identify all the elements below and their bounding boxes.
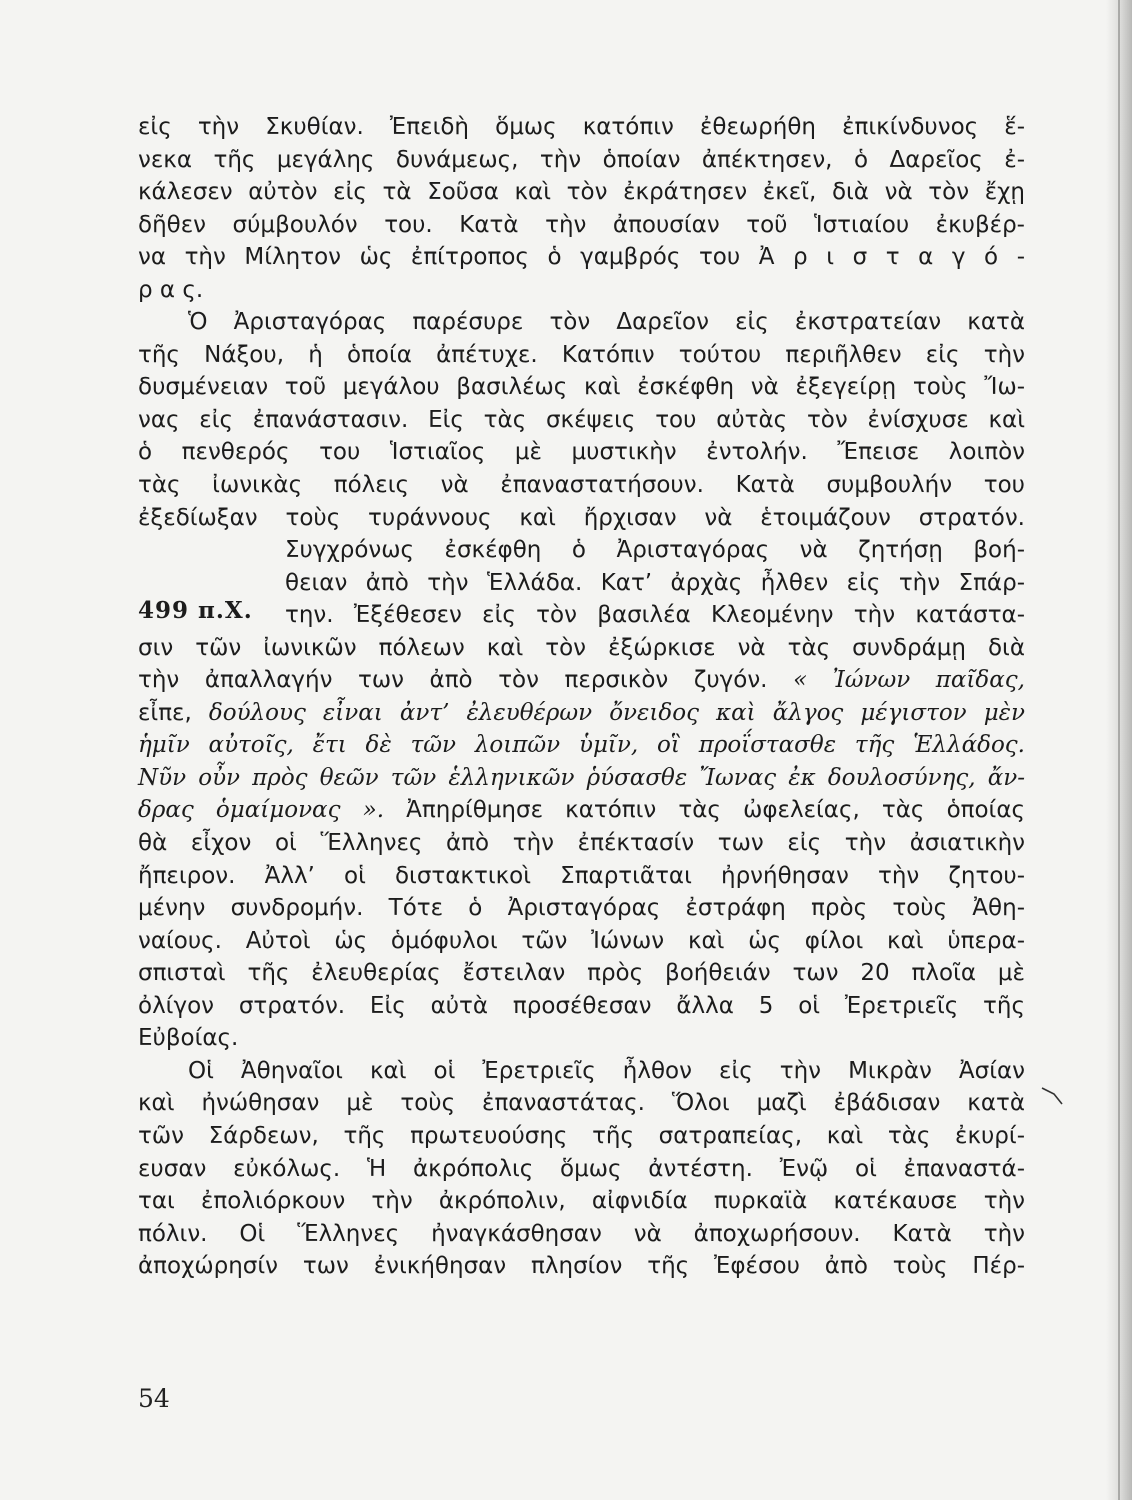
text-line: Εὐβοίας. xyxy=(138,1025,239,1052)
quote-segment: δούλους εἶναι ἀντ’ ἐλευθέρων ὄνειδος καὶ ἄλγος μέγιστον μὲν xyxy=(208,699,1025,726)
text-line: σιν τῶν ἰωνικῶν πόλεων καὶ τὸν ἐξώρκισε νὰ τὰς συνδράμῃ διὰ xyxy=(138,634,1025,661)
pencil-mark-icon xyxy=(1040,1082,1066,1108)
text-line: ναίους. Αὐτοὶ ὡς ὁμόφυλοι τῶν Ἰώνων καὶ ὡς φίλοι καὶ ὑπερα- xyxy=(138,927,1025,954)
text-line: Οἱ Ἀθηναῖοι καὶ οἱ Ἐρετριεῖς ἦλθον εἰς τὴν Μικρὰν Ἀσίαν xyxy=(188,1057,1025,1084)
quote-line: ἡμῖν αὐτοῖς, ἔτι δὲ τῶν λοιπῶν ὑμῖν, οἳ προΐστασθε τῆς Ἑλλάδος. xyxy=(138,732,1025,759)
margin-date-note: 499 π.Χ. xyxy=(138,597,253,624)
text-line: ται ἐπολιόρκουν τὴν ἀκρόπολιν, αἰφνιδία πυρκαϊὰ κατέκαυσε τὴν xyxy=(138,1188,1025,1215)
text-line: ρ α ς. xyxy=(138,276,204,303)
text-line xyxy=(138,794,1025,827)
text-line: ἀποχώρησίν των ἐνικήθησαν πλησίον τῆς Ἐφέσου ἀπὸ τοὺς Πέρ- xyxy=(138,1253,1025,1280)
text-line: την. Ἐξέθεσεν εἰς τὸν βασιλέα Κλεομένην τὴν κατάστα- xyxy=(285,602,1025,629)
text-segment: τὴν ἀπαλλαγήν των ἀπὸ τὸν περσικὸν ζυγόν. xyxy=(138,667,794,694)
page-edge-shadow xyxy=(1106,0,1132,1500)
text-line: σπισταὶ τῆς ἐλευθερίας ἔστειλαν πρὸς βοήθειάν των 20 πλοῖα μὲ xyxy=(138,960,1025,987)
quote-segment: « Ἰώνων παῖδας, xyxy=(793,667,1025,694)
text-line: κάλεσεν αὐτὸν εἰς τὰ Σοῦσα καὶ τὸν ἐκράτησεν ἐκεῖ, διὰ νὰ τὸν ἔχῃ xyxy=(138,179,1025,206)
text-line: τὰς ἰωνικὰς πόλεις νὰ ἐπαναστατήσουν. Κατὰ συμβουλήν του xyxy=(138,472,1025,499)
text-line: ἐξεδίωξαν τοὺς τυράννους καὶ ἤρχισαν νὰ ἑτοιμάζουν στρατόν. xyxy=(138,504,1025,531)
quote-line: Νῦν οὖν πρὸς θεῶν τῶν ἑλληνικῶν ῥύσασθε Ἴωνας ἐκ δουλοσύνης, ἄν- xyxy=(138,764,1025,791)
text-line: νας εἰς ἐπανάστασιν. Εἰς τὰς σκέψεις του αὐτὰς τὸν ἐνίσχυσε καὶ xyxy=(138,406,1025,433)
text-segment: εἶπε, xyxy=(138,699,209,726)
text-line: θὰ εἶχον οἱ Ἕλληνες ἀπὸ τὴν ἐπέκτασίν των εἰς τὴν ἀσιατικὴν xyxy=(138,830,1025,857)
page-number: 54 xyxy=(138,1384,170,1413)
text-segment: Ἀπηρίθμησε κατόπιν τὰς ὠφελείας, τὰς ὁποίας xyxy=(384,797,1025,824)
body-text xyxy=(138,111,1025,1283)
text-line: Ὁ Ἀρισταγόρας παρέσυρε τὸν Δαρεῖον εἰς ἐκστρατείαν κατὰ xyxy=(188,309,1025,336)
quote-segment: δρας ὁμαίμονας ». xyxy=(138,797,385,824)
text-line: πόλιν. Οἱ Ἕλληνες ἠναγκάσθησαν νὰ ἀποχωρήσουν. Κατὰ τὴν xyxy=(138,1220,1025,1247)
text-line: Συγχρόνως ἐσκέφθη ὁ Ἀρισταγόρας νὰ ζητήσῃ βοή- xyxy=(285,537,1025,564)
text-line xyxy=(138,664,1025,697)
text-line: μένην συνδρομήν. Τότε ὁ Ἀρισταγόρας ἐστράφη πρὸς τοὺς Ἀθη- xyxy=(138,895,1025,922)
text-line: τῆς Νάξου, ἡ ὁποία ἀπέτυχε. Κατόπιν τούτου περιῆλθεν εἰς τὴν xyxy=(138,341,1025,368)
text-line: καὶ ἠνώθησαν μὲ τοὺς ἐπαναστάτας. Ὅλοι μαζὶ ἐβάδισαν κατὰ xyxy=(138,1090,1025,1117)
text-line: να τὴν Μίλητον ὡς ἐπίτροπος ὁ γαμβρός του Ἀ ρ ι σ τ α γ ό - xyxy=(138,244,1025,271)
text-line: ὀλίγον στρατόν. Εἰς αὐτὰ προσέθεσαν ἄλλα 5 οἱ Ἐρετριεῖς τῆς xyxy=(138,992,1025,1019)
text-line: ευσαν εὐκόλως. Ἡ ἀκρόπολις ὅμως ἀντέστη. Ἐνῷ οἱ ἐπαναστά- xyxy=(138,1155,1025,1182)
text-line: δῆθεν σύμβουλόν του. Κατὰ τὴν ἀπουσίαν τοῦ Ἱστιαίου ἐκυβέρ- xyxy=(138,211,1025,238)
text-line: τῶν Σάρδεων, τῆς πρωτευούσης τῆς σατραπείας, καὶ τὰς ἐκυρί- xyxy=(138,1122,1025,1149)
text-line xyxy=(138,697,1025,730)
text-line: ἤπειρον. Ἀλλ’ οἱ διστακτικοὶ Σπαρτιᾶται ἠρνήθησαν τὴν ζητου- xyxy=(138,862,1025,889)
text-line: ὁ πενθερός του Ἱστιαῖος μὲ μυστικὴν ἐντολήν. Ἔπεισε λοιπὸν xyxy=(138,439,1025,466)
text-line: εἰς τὴν Σκυθίαν. Ἐπειδὴ ὅμως κατόπιν ἐθεωρήθη ἐπικίνδυνος ἕ- xyxy=(138,114,1025,140)
text-line: δυσμένειαν τοῦ μεγάλου βασιλέως καὶ ἐσκέφθη νὰ ἐξεγείρῃ τοὺς Ἴω- xyxy=(138,374,1025,401)
text-line: θειαν ἀπὸ τὴν Ἑλλάδα. Κατ’ ἀρχὰς ἦλθεν εἰς τὴν Σπάρ- xyxy=(285,569,1025,596)
text-line: νεκα τῆς μεγάλης δυνάμεως, τὴν ὁποίαν ἀπέκτησεν, ὁ Δαρεῖος ἐ- xyxy=(138,146,1025,173)
